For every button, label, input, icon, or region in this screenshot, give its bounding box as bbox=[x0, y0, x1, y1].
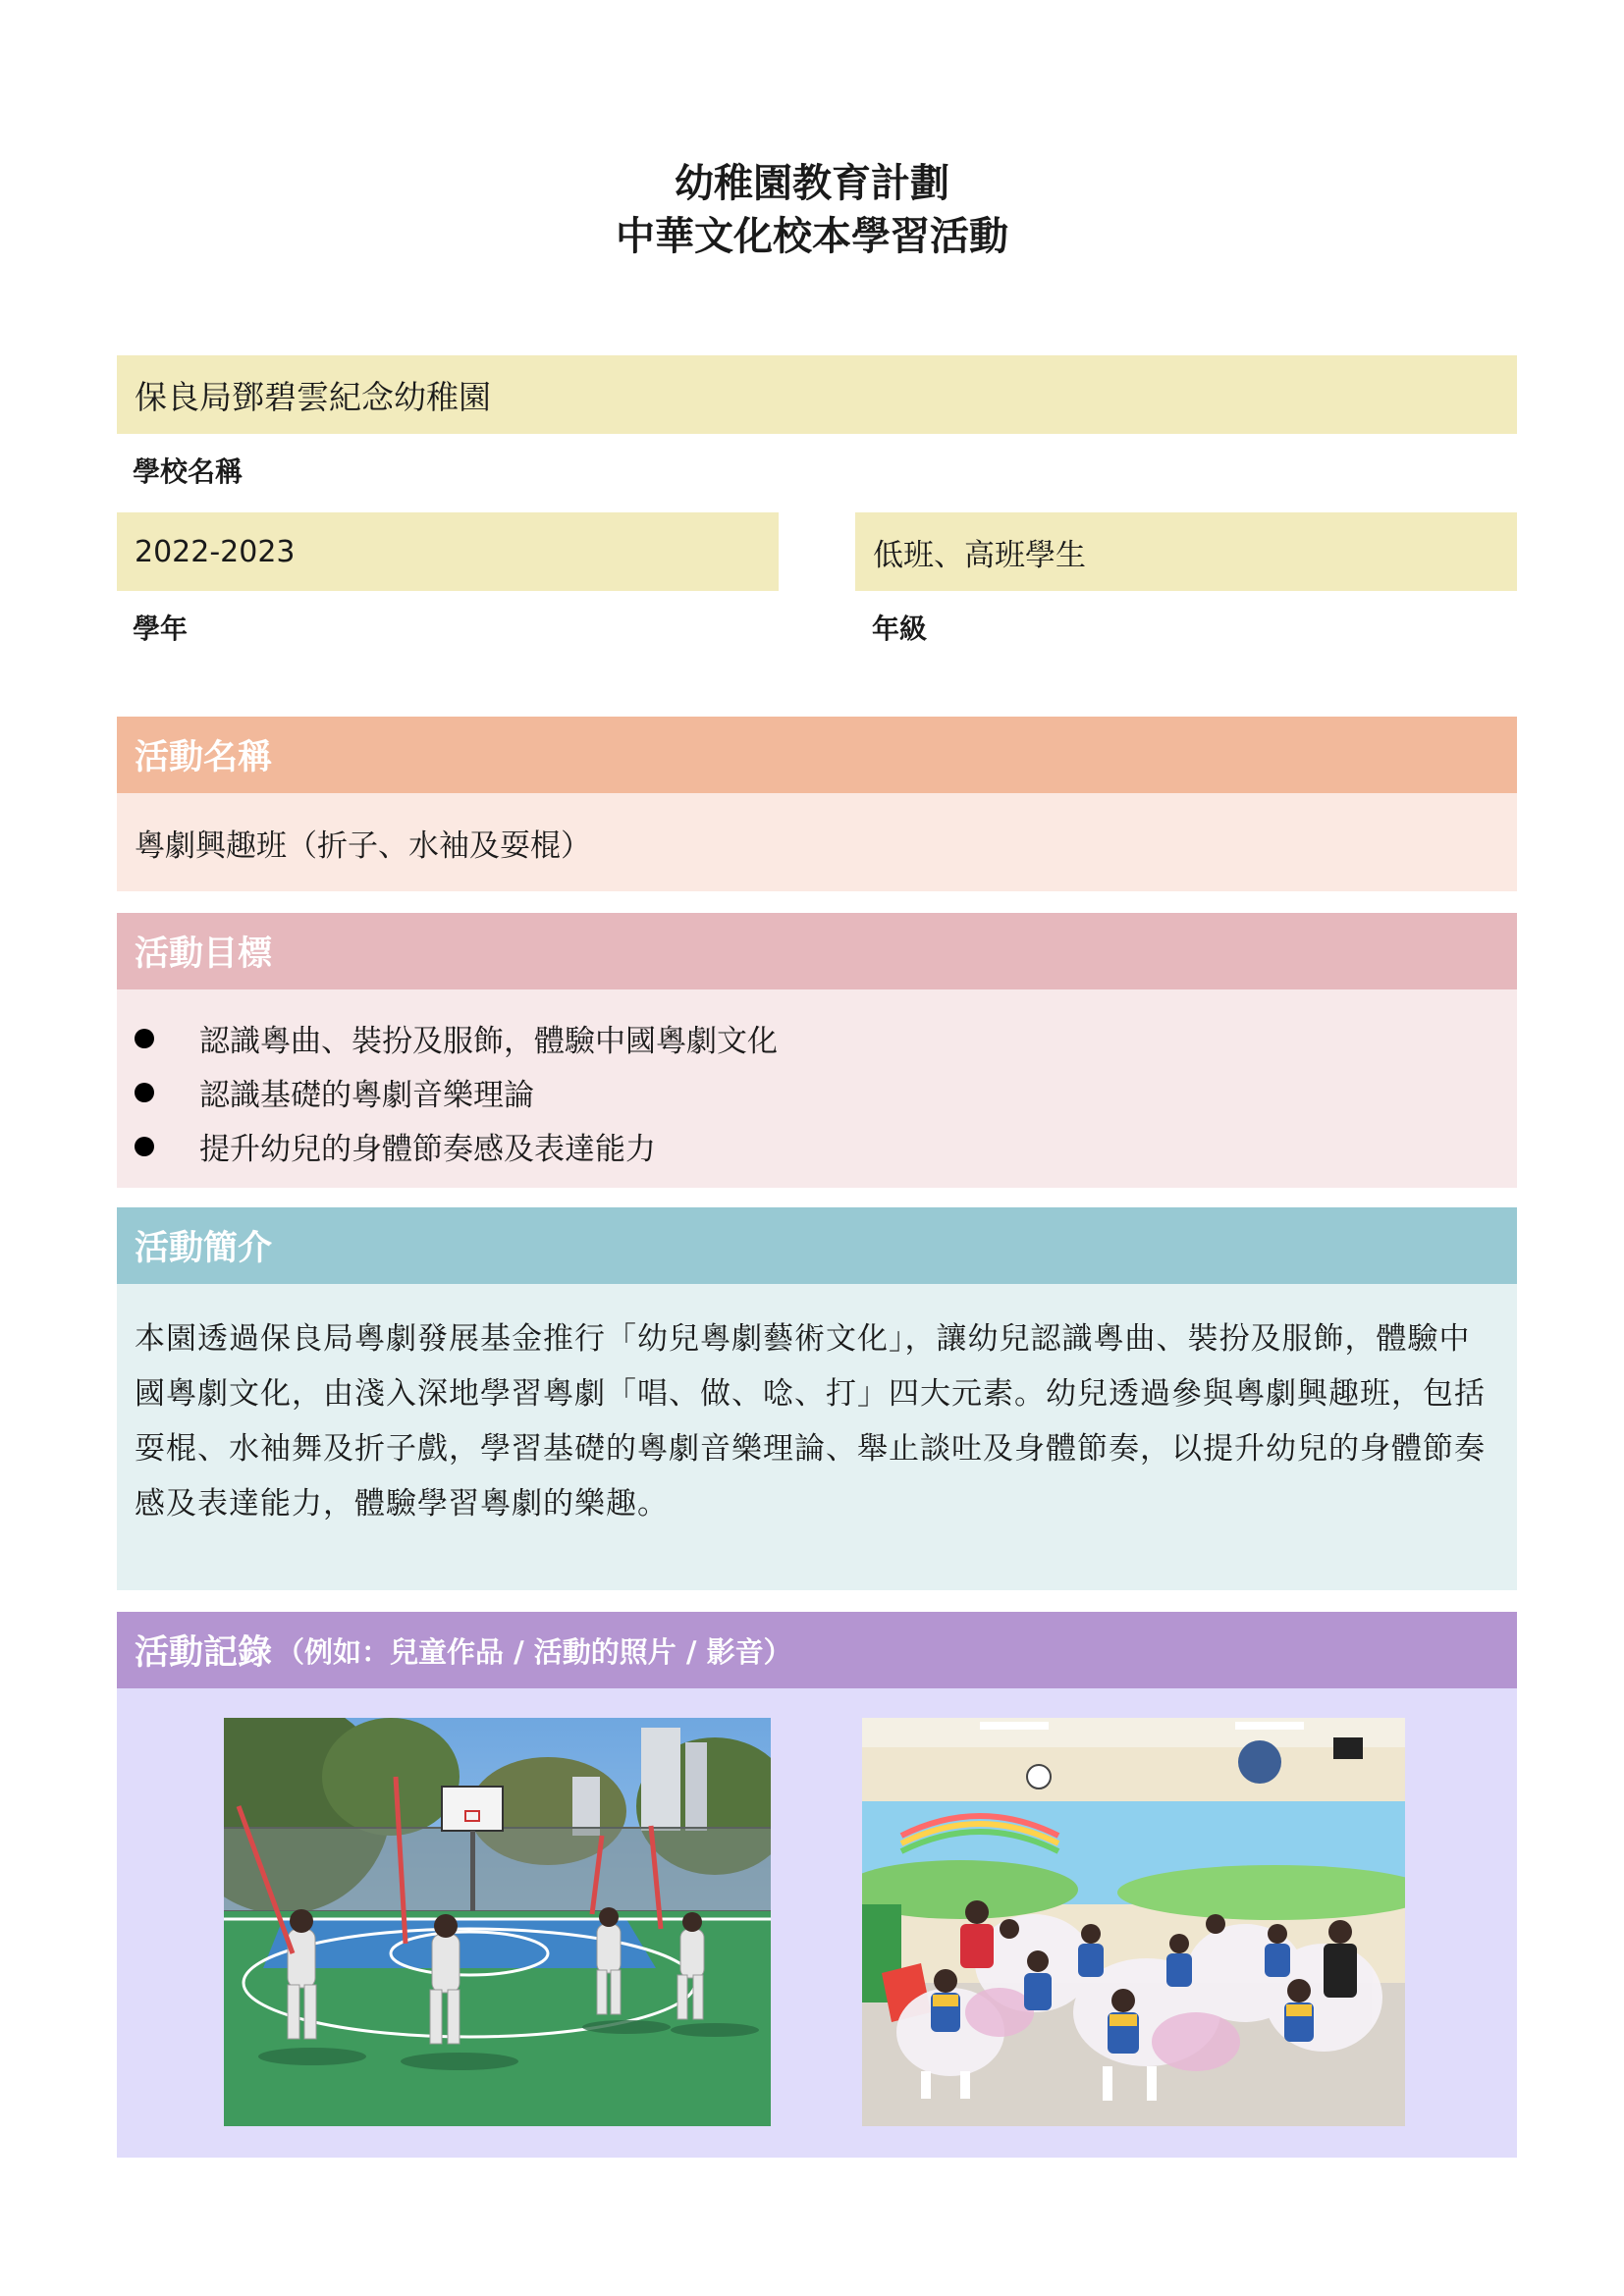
activity-name-value: 粵劇興趣班（折子、水袖及耍棍） bbox=[135, 828, 591, 864]
grade-field bbox=[855, 512, 1517, 591]
list-item bbox=[117, 1119, 1517, 1173]
school-name-label: 學校名稱 bbox=[133, 455, 244, 488]
grade-label: 年級 bbox=[872, 613, 928, 645]
objectives-list bbox=[117, 989, 1517, 1188]
activity-name-heading: 活動名稱 bbox=[117, 717, 1517, 793]
school-name-field bbox=[117, 355, 1517, 434]
list-item bbox=[117, 1011, 1517, 1065]
school-year-value: 2022-2023 bbox=[135, 534, 296, 569]
grade-value: 低班、高班學生 bbox=[873, 537, 1086, 573]
activity-name-box bbox=[117, 793, 1517, 891]
objective-text: 提升幼兒的身體節奏感及表達能力 bbox=[199, 1132, 656, 1167]
intro-text: 本園透過保良局粵劇發展基金推行「幼兒粵劇藝術文化」，讓幼兒認識粵曲、裝扮及服飾，體驗中國粵劇文化，由淺入深地學習粵劇「唱、做、唸、打」四大元素。幼兒透過參與粵劇興趣班，包括耍棍、水袖舞及折子戲，學習基礎的粵劇音樂理論、舉止談吐及身體節奏，以提升幼兒的身體節奏感及表達能力，體驗學習粵劇的樂趣。 bbox=[135, 1321, 1486, 1522]
records-heading bbox=[117, 1612, 1517, 1688]
bullet-icon bbox=[135, 1137, 154, 1156]
objective-text: 認識基礎的粵劇音樂理論 bbox=[199, 1078, 534, 1113]
page-title-line2: 中華文化校本學習活動 bbox=[616, 214, 1008, 259]
school-year-label: 學年 bbox=[133, 613, 189, 645]
objective-text: 認識粵曲、裝扮及服飾，體驗中國粵劇文化 bbox=[199, 1024, 778, 1059]
intro-heading: 活動簡介 bbox=[117, 1207, 1517, 1284]
classroom-photo-image bbox=[862, 1718, 1405, 2126]
intro-box bbox=[117, 1284, 1517, 1590]
records-heading-note: （例如：兒童作品 / 活動的照片 / 影音） bbox=[276, 1634, 792, 1669]
school-name-value: 保良局鄧碧雲紀念幼稚園 bbox=[135, 377, 491, 416]
page-title-line1: 幼稚園教育計劃 bbox=[675, 161, 949, 206]
school-year-field bbox=[117, 512, 779, 591]
bullet-icon bbox=[135, 1029, 154, 1048]
bullet-icon bbox=[135, 1083, 154, 1102]
page-title bbox=[0, 157, 1624, 263]
playground-photo-image bbox=[224, 1718, 771, 2126]
classroom-photo bbox=[862, 1718, 1405, 2126]
records-heading-title: 活動記錄 bbox=[135, 1633, 273, 1673]
list-item bbox=[117, 1065, 1517, 1119]
playground-photo bbox=[224, 1718, 771, 2126]
objectives-heading: 活動目標 bbox=[117, 913, 1517, 989]
